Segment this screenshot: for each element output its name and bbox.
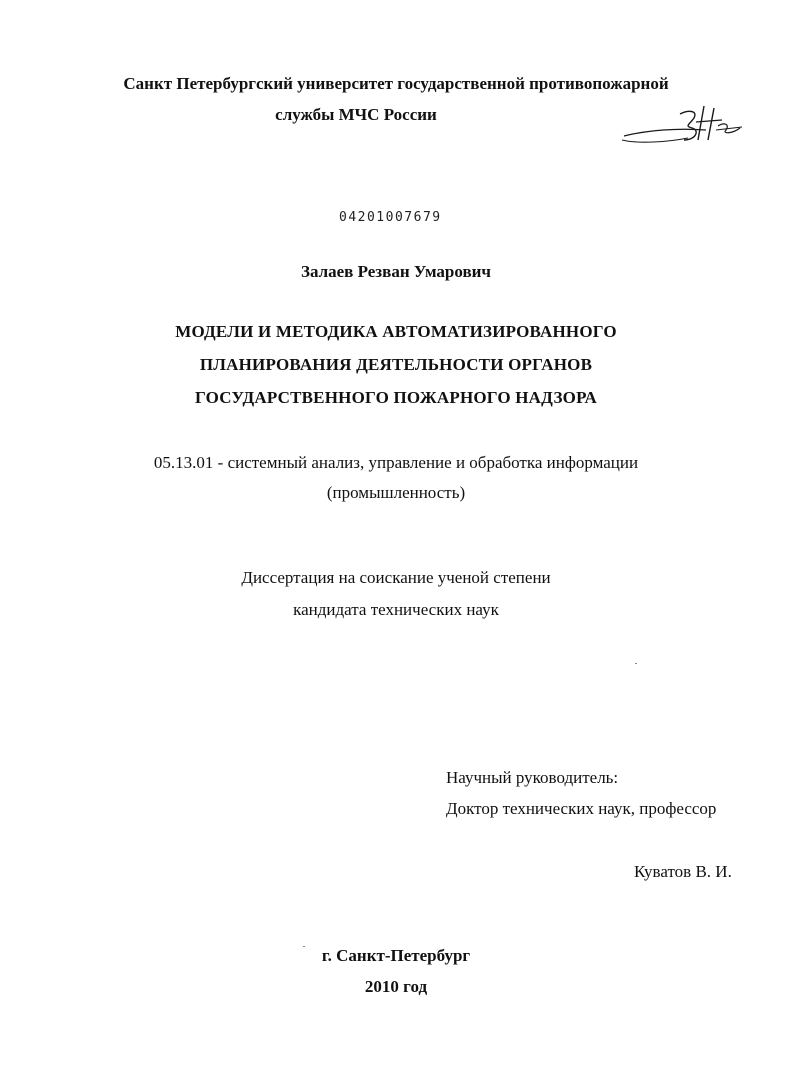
supervisor-credentials: Доктор технических наук, профессор [446,799,717,818]
registry-number: 04201007679 [339,210,442,225]
supervisor-name: Куватов В. И. [634,862,732,881]
author-name: Залаев Резван Умарович [300,262,492,281]
degree-line1: Диссертация на соискание ученой степени [241,568,551,587]
thesis-title-line3: ГОСУДАРСТВЕННОГО ПОЖАРНОГО НАДЗОРА [195,388,597,407]
supervisor-label: Научный руководитель: [446,768,619,787]
degree-line2: кандидата технических наук [293,600,499,619]
thesis-title-line2: ПЛАНИРОВАНИЯ ДЕЯТЕЛЬНОСТИ ОРГАНОВ [199,355,593,374]
university-name-line2: службы МЧС России [275,105,437,124]
city: г. Санкт-Петербург [321,946,471,965]
thesis-title-line1: МОДЕЛИ И МЕТОДИКА АВТОМАТИЗИРОВАННОГО [175,322,617,341]
specialty-code: 05.13.01 - системный анализ, управление и обработка информации [153,453,639,472]
signature-icon [618,100,743,148]
scan-speck [635,663,637,664]
specialty-area: (промышленность) [326,483,466,502]
university-name-line1: Санкт Петербургский университет государственной противопожарной [123,74,669,93]
year: 2010 год [364,977,428,996]
